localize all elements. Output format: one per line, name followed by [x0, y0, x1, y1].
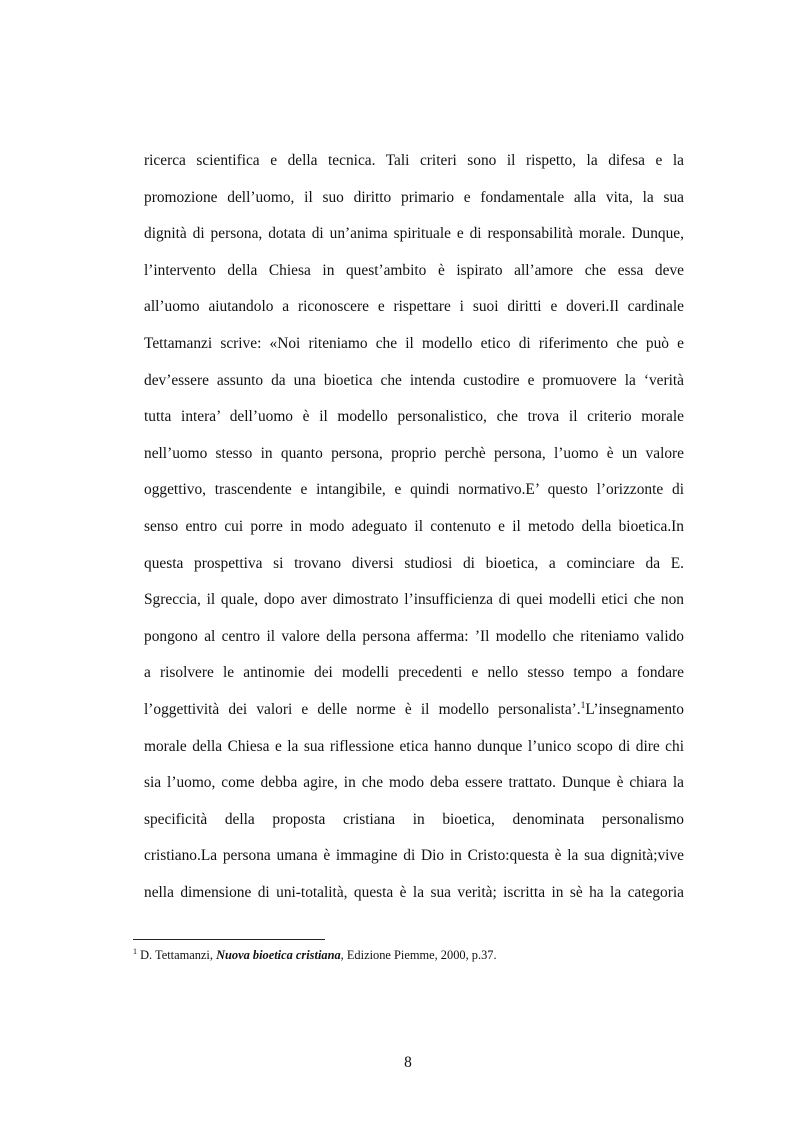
text-line: dev’essere assunto da una bioetica che intenda custodire e promuovere la ‘verità — [144, 371, 684, 389]
text-line: nell’uomo stesso in quanto persona, proprio perchè persona, l’uomo è un valore — [144, 444, 684, 462]
text-line: l’intervento della Chiesa in quest’ambito è ispirato all’amore che essa deve — [144, 261, 684, 279]
text-line: a risolvere le antinomie dei modelli precedenti e nello stesso tempo a fondare — [144, 664, 684, 682]
text-line: nella dimensione di uni-totalità, questa è la sua verità; iscritta in sè ha la categoria — [144, 883, 684, 901]
text-line: ricerca scientifica e della tecnica. Tali criteri sono il rispetto, la difesa e la — [144, 152, 684, 169]
text-line: dignità di persona, dotata di un’anima spirituale e di responsabilità morale. Dunque, — [144, 225, 684, 243]
footnote-marker: 1 — [133, 946, 137, 956]
text-line: Tettamanzi scrive: «Noi riteniamo che il modello etico di riferimento che può e — [144, 334, 684, 352]
text-line: oggettivo, trascendente e intangibile, e quindi normativo.E’ questo l’orizzonte di — [144, 481, 684, 499]
text-segment: l’oggettività dei valori e delle norme è il modello personalista’. — [144, 700, 581, 718]
text-line: senso entro cui porre in modo adeguato il contenuto e il metodo della bioetica.In — [144, 517, 684, 535]
footnote — [133, 946, 693, 964]
text-line: promozione dell’uomo, il suo diritto primario e fondamentale alla vita, la sua — [144, 188, 684, 206]
footnote-details: , Edizione Piemme, 2000, p.37. — [340, 948, 497, 962]
text-line: cristiano.La persona umana è immagine di Dio in Cristo:questa è la sua dignità;vive — [144, 847, 684, 865]
footnote-reference[interactable]: 1 — [580, 700, 586, 711]
text-segment: L’insegnamento — [585, 700, 684, 718]
text-line: tutta intera’ dell’uomo è il modello personalistico, che trova il criterio morale — [144, 408, 684, 426]
footnote-author: D. Tettamanzi, — [137, 948, 217, 962]
body-text — [144, 146, 684, 914]
text-line: Sgreccia, il quale, dopo aver dimostrato l’insufficienza di quei modelli etici che non — [144, 591, 684, 609]
text-line: specificità della proposta cristiana in bioetica, denominata personalismo — [144, 810, 684, 828]
text-line: questa prospettiva si trovano diversi studiosi di bioetica, a cominciare da E. — [144, 554, 684, 572]
page-number: 8 — [404, 1054, 412, 1071]
text-line: morale della Chiesa e la sua riflessione etica hanno dunque l’unico scopo di dire chi — [144, 737, 684, 755]
footnote-title: Nuova bioetica cristiana — [216, 948, 341, 962]
footnote-separator — [133, 939, 325, 940]
text-line: all’uomo aiutandolo a riconoscere e rispettare i suoi diritti e doveri.Il cardinale — [144, 298, 684, 316]
text-line: sia l’uomo, come debba agire, in che modo deba essere trattato. Dunque è chiara la — [144, 774, 684, 792]
text-line-with-footnote — [144, 695, 684, 732]
text-line: pongono al centro il valore della persona afferma: ’Il modello che riteniamo valido — [144, 627, 684, 645]
